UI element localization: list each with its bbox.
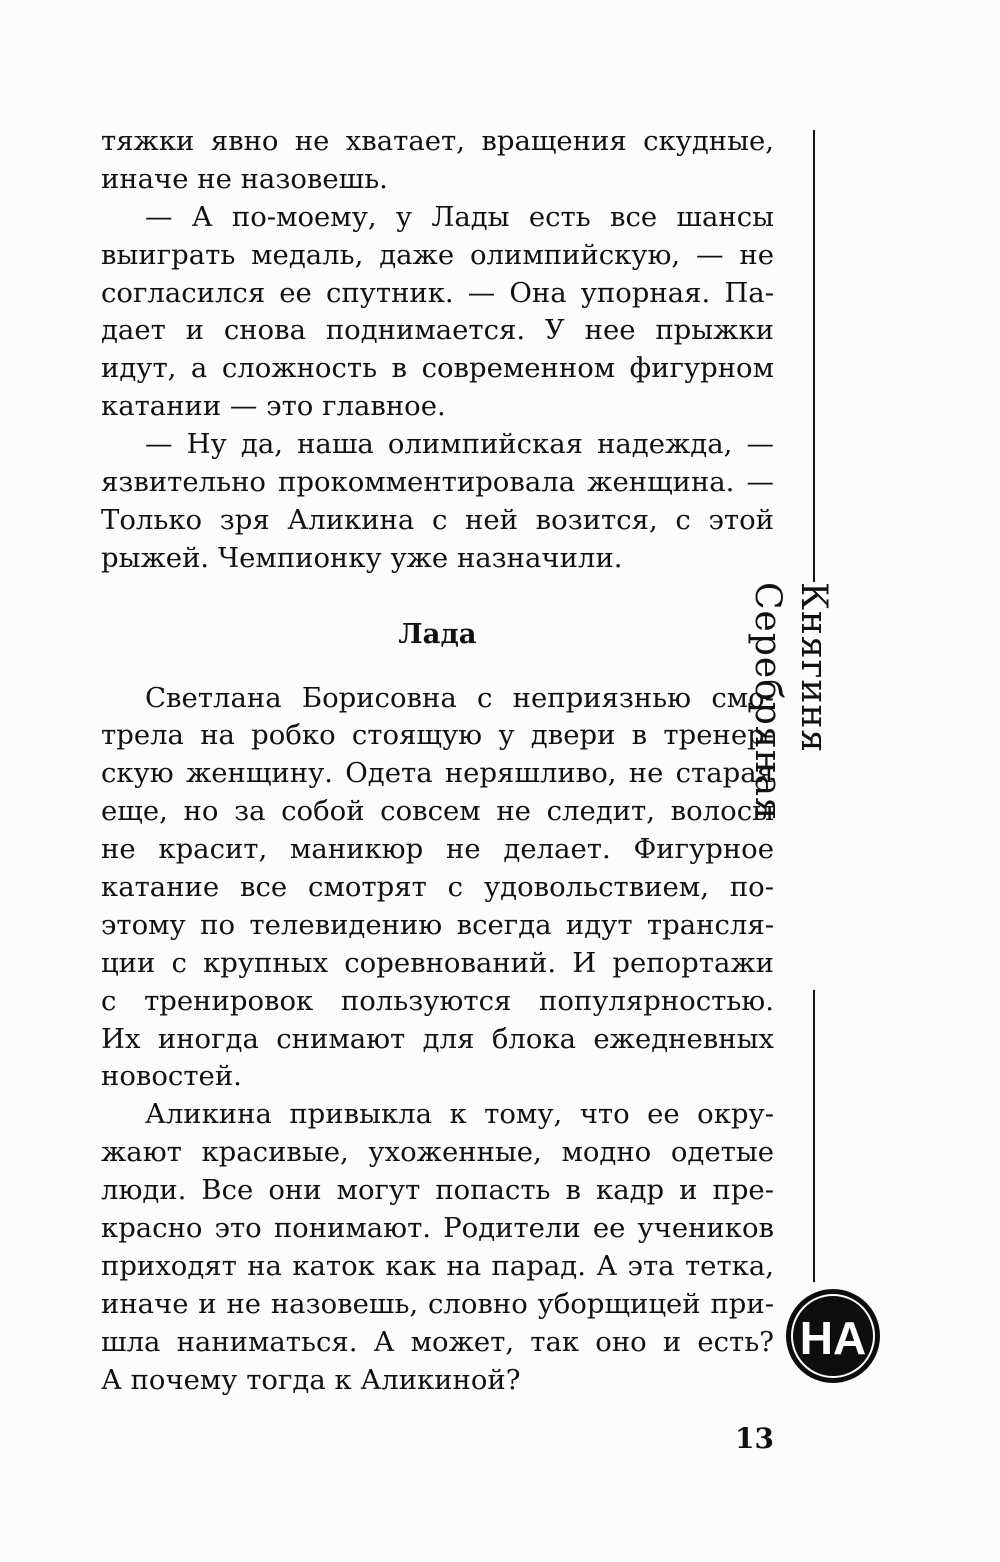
margin-rule-bottom (813, 990, 815, 1282)
text-line: с тренировок пользуются популярностью. (101, 984, 774, 1017)
text-line: катание все смотрят с удовольствием, по- (101, 871, 774, 904)
text-line: не красит, маникюр не делает. Фигурное (101, 833, 774, 866)
text-line: Их иногда снимают для блока ежедневных (101, 1022, 774, 1055)
publisher-logo (785, 1288, 881, 1384)
text-line: дает и снова поднимается. У нее прыжки (101, 314, 774, 347)
text-line: шла наниматься. А может, так оно и есть? (101, 1325, 774, 1358)
text-line: — А по-моему, у Лады есть все шансы (145, 200, 774, 233)
text-line: приходят на каток как на парад. А эта тетка, (101, 1249, 774, 1282)
author-name: Княгиня Серебряная (747, 582, 834, 821)
text-line: А почему тогда к Аликиной? (101, 1363, 521, 1396)
text-line: идут, а сложность в современном фигурном (101, 352, 774, 385)
text-line: Аликина привыкла к тому, что ее окру- (145, 1098, 774, 1131)
text-line: красно это понимают. Родители ее учеников (101, 1212, 774, 1245)
text-line: тяжки явно не хватает, вращения скудные, (101, 125, 774, 157)
text-line: новостей. (101, 1060, 242, 1093)
text-line: катании — это главное. (101, 390, 446, 423)
publisher-logo-icon (785, 1288, 881, 1384)
text-line: жают красивые, ухоженные, модно одетые (101, 1136, 774, 1169)
text-line: этому по телевидению всегда идут трансля- (101, 908, 774, 941)
text-line: трела на робко стоящую у двери в тренер- (101, 719, 774, 752)
text-line: согласился ее спутник. — Она упорная. Па- (101, 276, 774, 309)
body-text (101, 123, 774, 1400)
text-line: иначе не назовешь. (101, 162, 388, 195)
text-line: скую женщину. Одета неряшливо, не старая (101, 757, 774, 790)
text-line: иначе и не назовешь, словно уборщицей при- (101, 1287, 774, 1320)
text-line: люди. Все они могут попасть в кадр и пре- (101, 1174, 774, 1207)
text-line: ции с крупных соревнований. И репортажи (101, 946, 774, 979)
text-line: Только зря Аликина с ней возится, с этой (101, 503, 774, 536)
text-line: — Ну да, наша олимпийская надежда, — (145, 428, 774, 461)
margin-rule-top (813, 130, 815, 582)
text-line: Светлана Борисовна с неприязнью смо- (145, 681, 774, 714)
text-line: еще, но за собой совсем не следит, волосы (101, 795, 774, 828)
section-title: Лада (398, 617, 477, 650)
text-line: рыжей. Чемпионку уже назначили. (101, 541, 623, 574)
text-line: язвительно прокомментировала женщина. — (101, 466, 774, 499)
logo-text: НА (799, 1312, 867, 1364)
text-line: выиграть медаль, даже олимпийскую, — не (101, 238, 774, 271)
page-number: 13 (735, 1422, 774, 1455)
